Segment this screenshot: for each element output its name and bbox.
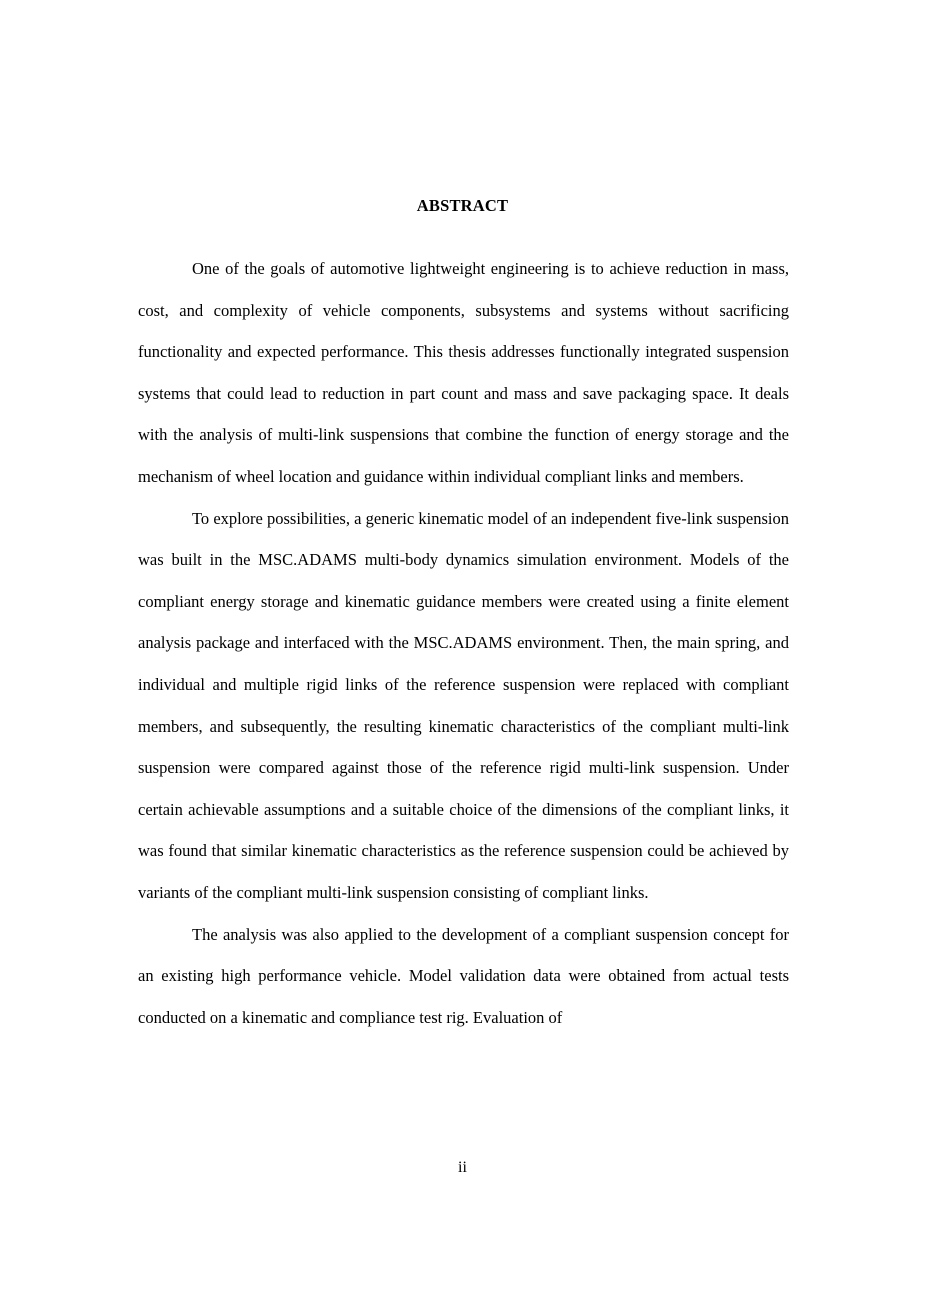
page-number: ii [458,1159,467,1176]
paragraph-3: The analysis was also applied to the development of a compliant suspension concept for an existing high performance vehicle. Model validation data were obtained from actual tests conducted on a kinematic and compliance test rig. Evaluation of [138,924,789,1027]
paragraph-2: To explore possibilities, a generic kinematic model of an independent five-link suspension was built in the MSC.ADAMS multi-body dynamics simulation environment. Models of the compliant energy storage and kinematic guidance members were created using a finite element analysis package and interfaced with the MSC.ADAMS environment. Then, the main spring, and individual and multiple rigid links of the reference suspension were replaced with compliant members, and subsequently, the resulting kinematic characteristics of the compliant multi-link suspension were compared against those of the reference rigid multi-link suspension. Under certain achievable assumptions and a suitable choice of the dimensions of the compliant links, it was found that similar kinematic characteristics as the reference suspension could be achieved by variants of the compliant multi-link suspension consisting of compliant links. [138,508,789,902]
abstract-heading: ABSTRACT [416,196,509,215]
abstract-body [138,248,789,1038]
paragraph-1: One of the goals of automotive lightweight engineering is to achieve reduction in mass, cost, and complexity of vehicle components, subsystems and systems without sacrificing functionality and expected performance. This thesis addresses functionally integrated suspension systems that could lead to reduction in part count and mass and save packaging space. It deals with the analysis of multi-link suspensions that combine the function of energy storage and the mechanism of wheel location and guidance within individual compliant links and members. [138,259,789,486]
